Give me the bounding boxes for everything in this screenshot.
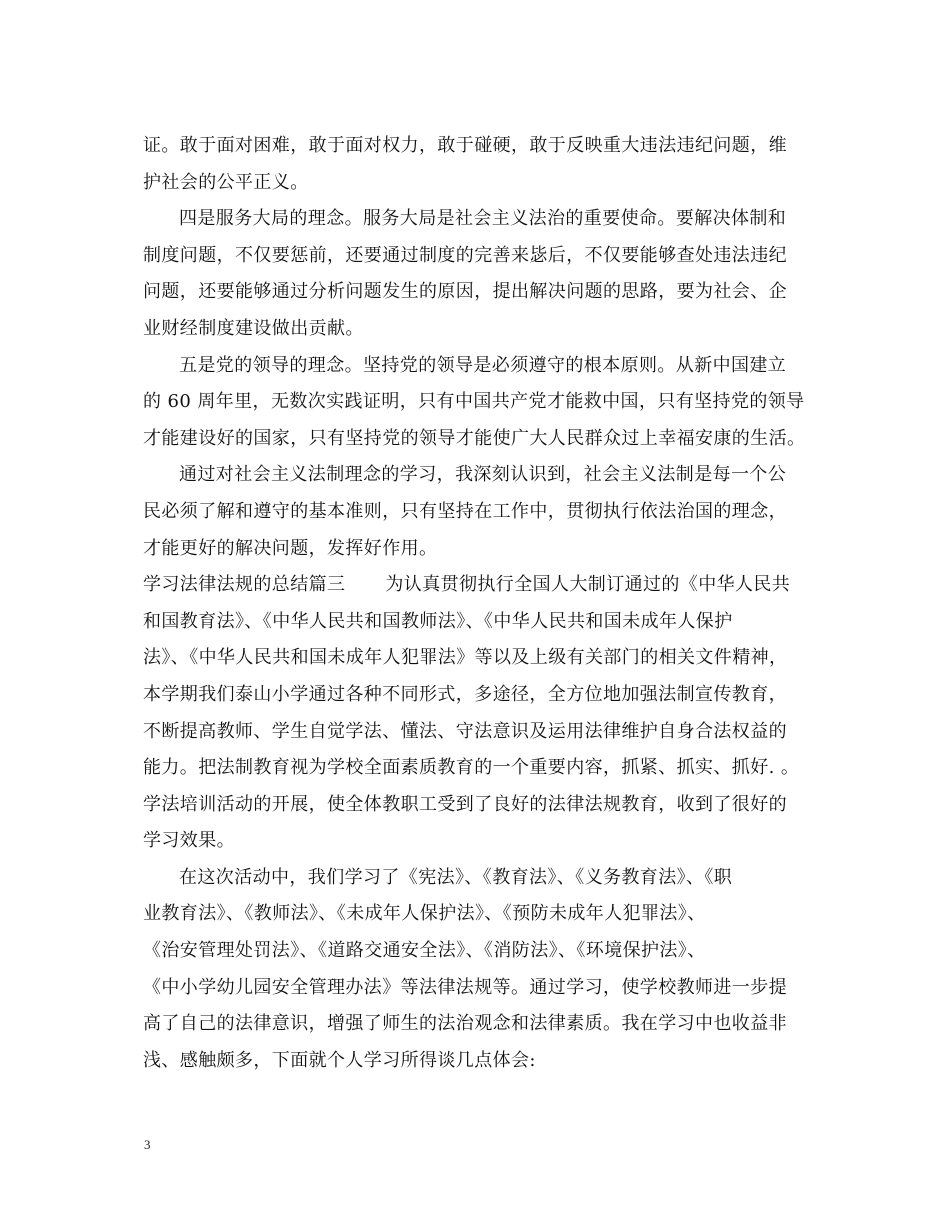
page-number: 3: [144, 1137, 151, 1152]
paragraph-line: 问题，还要能够通过分析问题发生的原因，提出解决问题的思路，要为社会、企: [143, 281, 787, 303]
paragraph-line: 为认真贯彻执行全国人大制订通过的《中华人民共: [385, 574, 791, 596]
paragraph-line: 本学期我们泰山小学通过各种不同形式，多途径，全方位地加强法制宣传教育，: [143, 683, 787, 705]
paragraph-line: 的 60 周年里，无数次实践证明，只有中国共产党才能救中国，只有坚持党的领导: [143, 391, 805, 413]
paragraph-line: 在这次活动中，我们学习了《宪法》、《教育法》、《义务教育法》、《职: [179, 866, 733, 888]
paragraph-line: 通过对社会主义法制理念的学习，我深刻认识到，社会主义法制是每一个公: [179, 464, 787, 486]
paragraph-line: 法》、《中华人民共和国未成年人犯罪法》等以及上级有关部门的相关文件精神，: [143, 647, 788, 669]
paragraph-line: 学法培训活动的开展，使全体教职工受到了良好的法律法规教育，收到了很好的: [143, 793, 787, 815]
paragraph-line: 学习效果。: [143, 830, 235, 852]
paragraph-line: 四是服务大局的理念。服务大局是社会主义法治的重要使命。要解决体制和: [179, 208, 787, 230]
paragraph-line: 业财经制度建设做出贡献。: [143, 317, 364, 339]
paragraph-line: 和国教育法》、《中华人民共和国教师法》、《中华人民共和国未成年人保护: [143, 610, 733, 632]
paragraph-line: 《治安管理处罚法》、《道路交通安全法》、《消防法》、《环境保护法》、: [143, 940, 706, 962]
paragraph-line: 业教育法》、《教师法》、《未成年人保护法》、《预防未成年人犯罪法》、: [143, 903, 706, 925]
paragraph-line: 五是党的领导的理念。坚持党的领导是必须遵守的根本原则。从新中国建立: [179, 354, 787, 376]
paragraph-line: 《中小学幼儿园安全管理办法》等法律法规等。通过学习，使学校教师进一步提: [143, 976, 787, 998]
paragraph-line: 高了自己的法律意识，增强了师生的法治观念和法律素质。我在学习中也收益非: [143, 1013, 787, 1035]
body-text: [143, 128, 813, 1079]
paragraph-line: 才能建设好的国家，只有坚持党的领导才能使广大人民群众过上幸福安康的生活。: [143, 427, 806, 449]
paragraph-line: 证。敢于面对困难，敢于面对权力，敢于碰硬，敢于反映重大违法违纪问题，维: [143, 135, 787, 156]
section-heading-line: [143, 567, 813, 604]
paragraph-line: 制度问题，不仅要惩前，还要通过制度的完善来毖后，不仅要能够查处违法违纪: [143, 244, 787, 266]
paragraph-line: 才能更好的解决问题，发挥好作用。: [143, 537, 438, 559]
section-heading: 学习法律法规的总结篇三: [143, 574, 346, 596]
paragraph-line: 浅、感触颇多，下面就个人学习所得谈几点体会:: [143, 1049, 536, 1071]
paragraph-line: 不断提高教师、学生自觉学法、懂法、守法意识及运用法律维护自身合法权益的: [143, 720, 787, 742]
paragraph-line: 能力。把法制教育视为学校全面素质教育的一个重要内容，抓紧、抓实、抓好. 。: [143, 757, 800, 779]
paragraph-line: 民必须了解和遵守的基本准则，只有坚持在工作中，贯彻执行依法治国的理念，: [143, 500, 787, 522]
paragraph-line: 护社会的公平正义。: [143, 171, 309, 193]
